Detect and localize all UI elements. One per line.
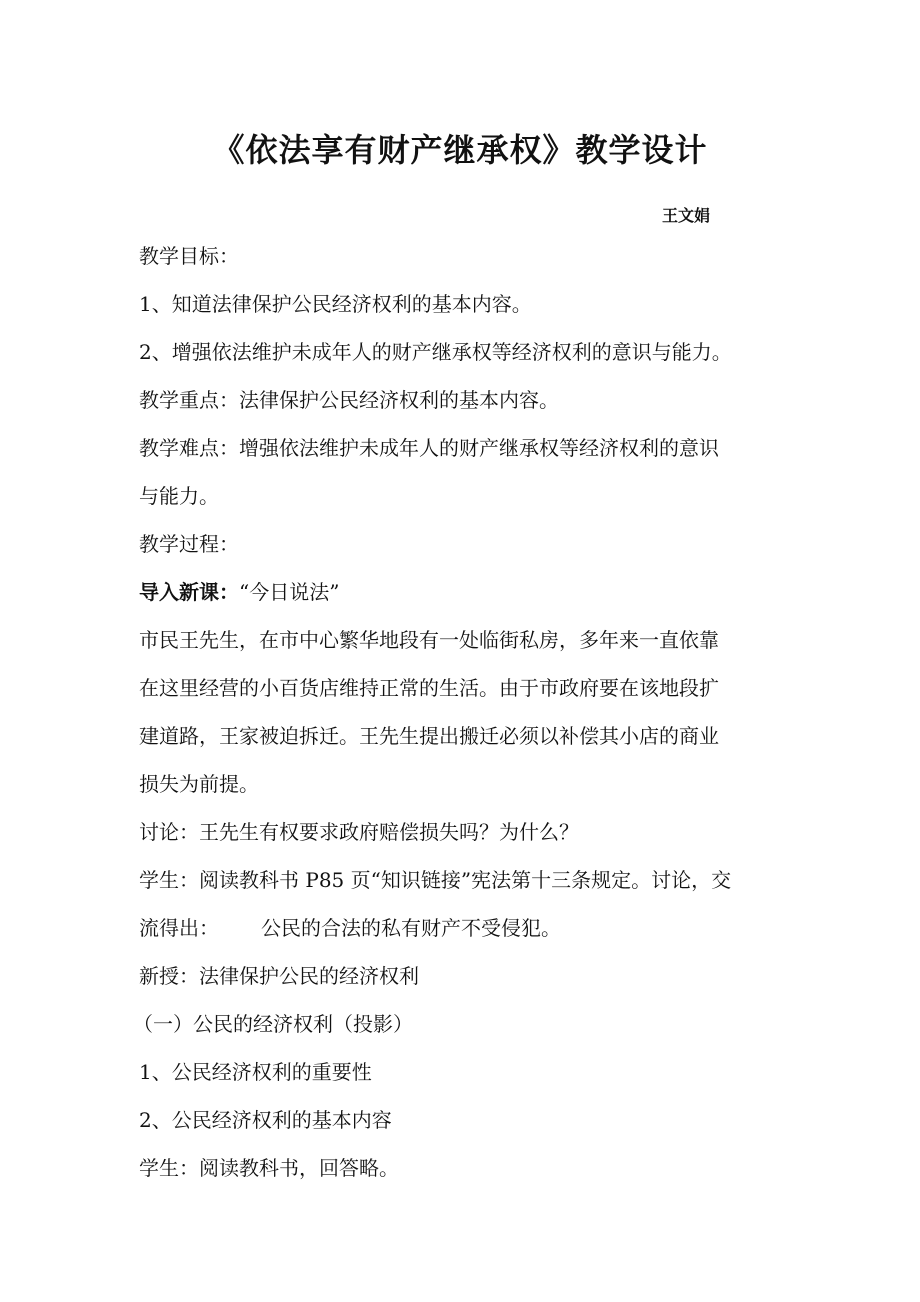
difficulty-line-2: 与能力。 bbox=[139, 484, 219, 508]
student-line-2b: 公民的合法的私有财产不受侵犯。 bbox=[261, 916, 561, 940]
goal-2: 2、增强依法维护未成年人的财产继承权等经济权利的意识与能力。 bbox=[139, 340, 732, 364]
difficulty-line-1: 教学难点：增强依法维护未成年人的财产继承权等经济权利的意识 bbox=[139, 436, 719, 460]
item-1: 1、公民经济权利的重要性 bbox=[139, 1060, 372, 1084]
document-body bbox=[133, 232, 779, 1192]
intro-quote: “今日说法” bbox=[239, 580, 340, 604]
goals-heading: 教学目标： bbox=[139, 244, 239, 268]
student-answer: 学生：阅读教科书，回答略。 bbox=[139, 1156, 399, 1180]
case-line-4: 损失为前提。 bbox=[139, 772, 259, 796]
student-line-2a: 流得出： bbox=[139, 916, 219, 940]
key-point: 教学重点：法律保护公民经济权利的基本内容。 bbox=[139, 388, 559, 412]
author-name: 王文娟 bbox=[662, 206, 711, 225]
student-line-2 bbox=[139, 904, 779, 952]
intro-line bbox=[139, 568, 779, 616]
document-title: 《依法享有财产继承权》教学设计 bbox=[212, 131, 708, 169]
process-heading: 教学过程： bbox=[139, 532, 239, 556]
intro-lead: 导入新课： bbox=[139, 580, 239, 604]
case-line-1: 市民王先生，在市中心繁华地段有一处临街私房，多年来一直依靠 bbox=[139, 628, 719, 652]
goal-1: 1、知道法律保护公民经济权利的基本内容。 bbox=[139, 292, 532, 316]
discussion-line: 讨论：王先生有权要求政府赔偿损失吗？为什么？ bbox=[139, 820, 579, 844]
item-2: 2、公民经济权利的基本内容 bbox=[139, 1108, 392, 1132]
case-line-3: 建道路，王家被迫拆迁。王先生提出搬迁必须以补偿其小店的商业 bbox=[139, 724, 719, 748]
case-line-2: 在这里经营的小百货店维持正常的生活。由于市政府要在该地段扩 bbox=[139, 676, 719, 700]
student-line-1: 学生：阅读教科书 P85 页“知识链接”宪法第十三条规定。讨论，交 bbox=[139, 868, 732, 892]
section-1-heading: （一）公民的经济权利（投影） bbox=[133, 1012, 413, 1036]
new-lesson-line: 新授：法律保护公民的经济权利 bbox=[139, 964, 419, 988]
